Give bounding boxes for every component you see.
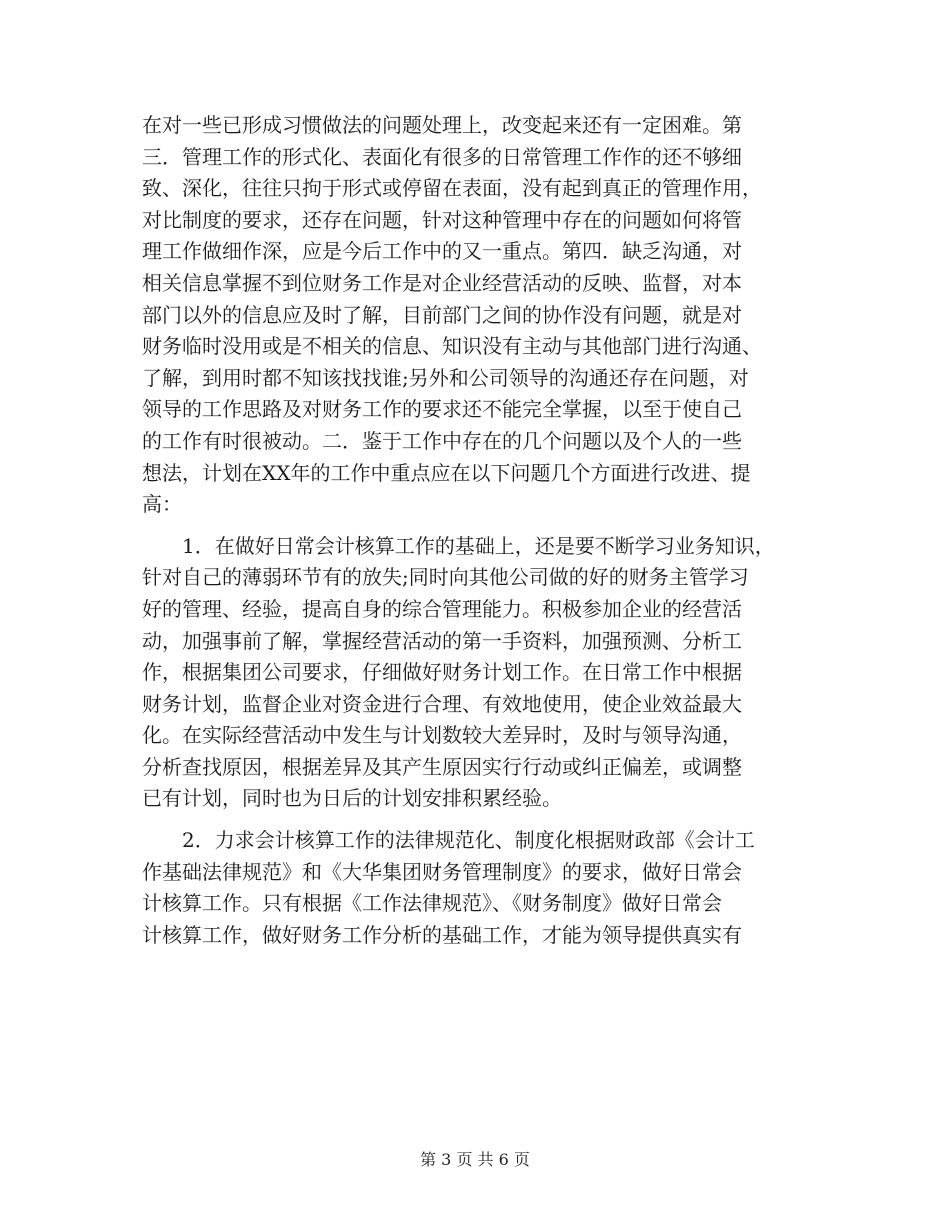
text-line: 对比制度的要求，还存在问题，针对这种管理中存在的问题如何将管 [142,207,742,232]
text-line: 理工作做细作深，应是今后工作中的又一重点。第四．缺乏沟通，对 [142,239,742,264]
text-line: 作，根据集团公司要求，仔细做好财务计划工作。在日常工作中根据 [142,660,742,685]
text-line: 财务计划，监督企业对资金进行合理、有效地使用，使企业效益最大 [142,691,742,716]
paragraph-gap [142,521,832,531]
text-line: 已有计划，同时也为日后的计划安排积累经验。 [142,786,562,811]
text-line: 计核算工作。只有根据《工作法律规范》、《财务制度》做好日常会 [142,891,722,916]
text-line: 的工作有时很被动。二．鉴于工作中存在的几个问题以及个人的一些 [142,428,742,453]
text-line: 部门以外的信息应及时了解，目前部门之间的协作没有问题，就是对 [142,302,742,327]
document-body [142,110,832,951]
text-line: 在对一些已形成习惯做法的问题处理上，改变起来还有一定困难。第 [142,113,742,137]
text-line: 分析查找原因，根据差异及其产生原因实行行动或纠正偏差，或调整 [142,754,742,779]
text-line: 领导的工作思路及对财务工作的要求还不能完全掌握，以至于使自己 [142,397,742,422]
text-line: 高： [142,492,182,517]
text-line: 动，加强事前了解，掌握经营活动的第一手资料，加强预测、分析工 [142,628,742,653]
text-line: 相关信息掌握不到位财务工作是对企业经营活动的反映、监督，对本 [142,270,742,295]
text-line: 了解，到用时都不知该找找谁;另外和公司领导的沟通还存在问题，对 [142,365,749,390]
page-number-footer: 第 3 页 共 6 页 [420,1150,530,1169]
text-line: 好的管理、经验，提高自身的综合管理能力。积极参加企业的经营活 [142,596,742,621]
text-line: 化。在实际经营活动中发生与计划数较大差异时，及时与领导沟通， [142,723,742,748]
text-line: 1．在做好日常会计核算工作的基础上，还是要不断学习业务知识， [142,533,775,558]
text-line: 财务临时没用或是不相关的信息、知识没有主动与其他部门进行沟通、 [142,334,762,359]
text-line: 作基础法律规范》和《大华集团财务管理制度》的要求，做好日常会 [142,859,742,884]
paragraph-gap [142,815,832,825]
text-line: 计核算工作，做好财务工作分析的基础工作，才能为领导提供真实有 [142,922,742,947]
text-line: 致、深化，往往只拘于形式或停留在表面，没有起到真正的管理作用， [142,176,762,201]
text-line: 三．管理工作的形式化、表面化有很多的日常管理工作作的还不够细 [142,144,742,169]
text-line: 2．力求会计核算工作的法律规范化、制度化根据财政部《会计工 [142,828,755,853]
text-line: 想法，计划在XX年的工作中重点应在以下问题几个方面进行改进、提 [142,460,751,485]
text-line: 针对自己的薄弱环节有的放失;同时向其他公司做的好的财务主管学习 [142,565,749,590]
